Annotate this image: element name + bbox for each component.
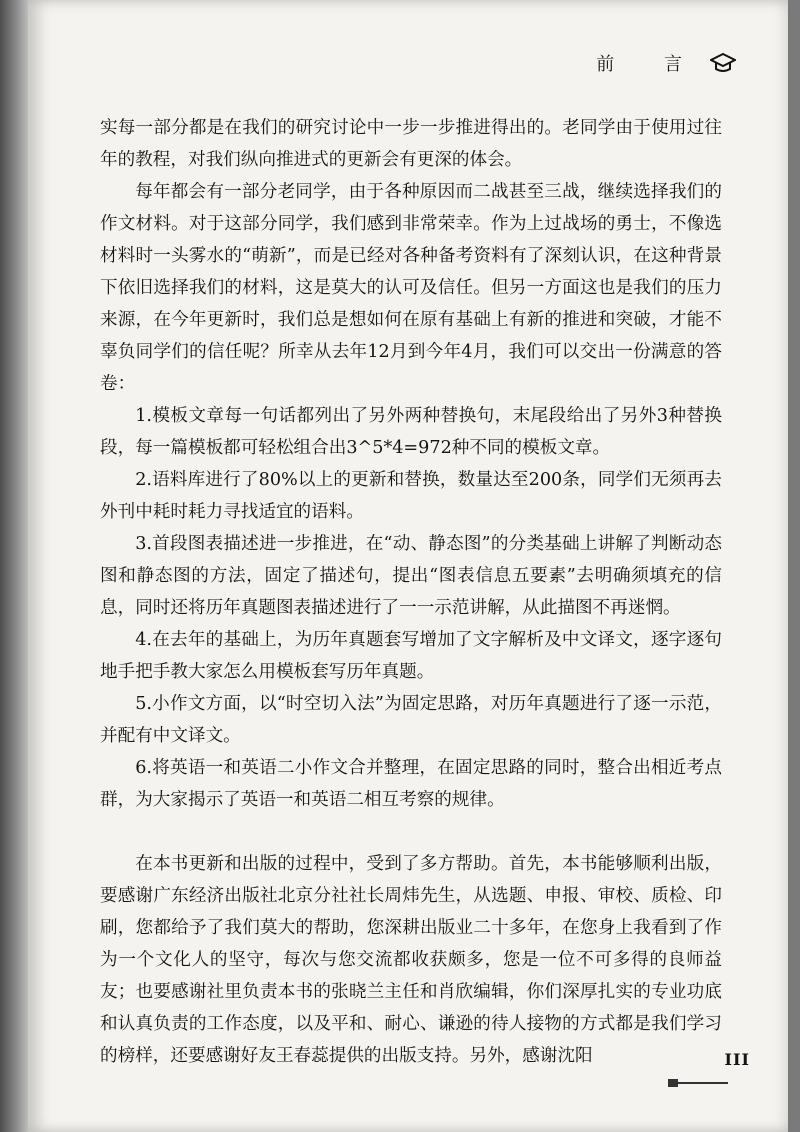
paragraph: 每年都会有一部分老同学，由于各种原因而二战甚至三战，继续选择我们的作文材料。对于这部分同学，我们感到非常荣幸。作为上过战场的勇士，不像选材料时一头雾水的“萌新”，而是已经对各种备考资料有了深刻认识，在这种背景下依旧选择我们的材料，这是莫大的认可及信任。但另一方面这也是我们的压力来源，在今年更新时，我们总是想如何在原有基础上有新的推进和突破，才能不辜负同学们的信任呢？所幸从去年12月到今年4月，我们可以交出一份满意的答卷： <box>100 182 722 394</box>
list-item: 1.模板文章每一句话都列出了另外两种替换句，末尾段给出了另外3种替换段，每一篇模板都可轻松组合出3^5*4=972种不同的模板文章。 <box>100 406 722 458</box>
list-item: 5.小作文方面，以“时空切入法”为固定思路，对历年真题进行了逐一示范，并配有中文译文。 <box>100 694 722 746</box>
book-page <box>28 0 788 1132</box>
page-binding-edge <box>0 0 28 1132</box>
running-header <box>596 50 736 76</box>
paragraph-continued: 实每一部分都是在我们的研究讨论中一步一步推进得出的。老同学由于使用过往年的教程，对我们纵向推进式的更新会有更深的体会。 <box>100 118 722 170</box>
footer-ornament-line <box>676 1082 728 1084</box>
page-number: III <box>724 1050 750 1069</box>
list-item: 6.将英语一和英语二小作文合并整理，在固定思路的同时，整合出相近考点群，为大家揭示了英语一和英语二相互考察的规律。 <box>100 758 722 810</box>
paragraph: 在本书更新和出版的过程中，受到了多方帮助。首先，本书能够顺利出版，要感谢广东经济出版社北京分社社长周炜先生，从选题、申报、审校、质检、印刷，您都给予了我们莫大的帮助，您深耕出版业二十多年，在您身上我看到了作为一个文化人的坚守，每次与您交流都收获颇多，您是一位不可多得的良师益友；也要感谢社里负责本书的张晓兰主任和肖欣编辑，你们深厚扎实的专业功底和认真负责的工作态度，以及平和、耐心、谦逊的待人接物的方式都是我们学习的榜样，还要感谢好友王春蕊提供的出版支持。另外，感谢沈阳 <box>100 854 722 1066</box>
list-item: 4.在去年的基础上，为历年真题套写增加了文字解析及中文译文，逐字逐句地手把手教大家怎么用模板套写历年真题。 <box>100 630 722 682</box>
list-item: 2.语料库进行了80%以上的更新和替换，数量达至200条，同学们无须再去外刊中耗时耗力寻找适宜的语料。 <box>100 470 722 522</box>
list-item: 3.首段图表描述进一步推进，在“动、静态图”的分类基础上讲解了判断动态图和静态图的方法，固定了描述句，提出“图表信息五要素”去明确须填充的信息，同时还将历年真题图表描述进行了一一示范讲解，从此描图不再迷惘。 <box>100 534 722 618</box>
header-title: 前 言 <box>596 54 704 75</box>
body-text <box>100 112 722 1072</box>
graduation-cap-icon <box>710 51 736 75</box>
